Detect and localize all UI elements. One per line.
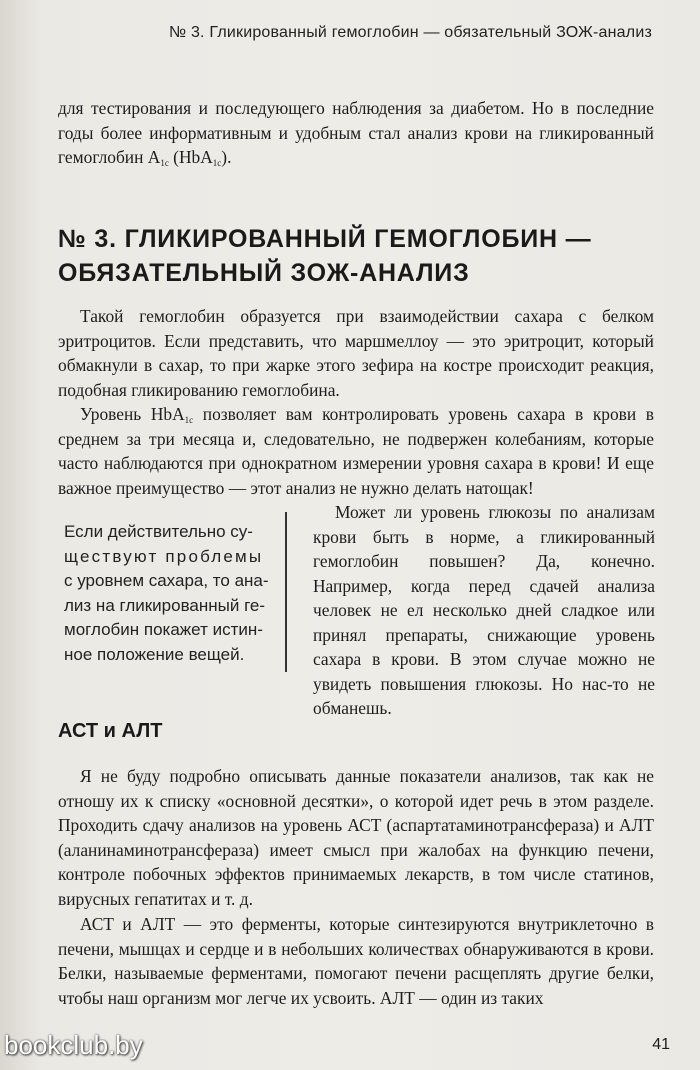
page-number: 41 bbox=[652, 1036, 670, 1053]
hba1c-subscript: 1c bbox=[184, 415, 194, 425]
pull-quote bbox=[64, 520, 286, 667]
hba1c-text-after: позволяет вам контролировать уровень сахара в крови в среднем за три месяца и, следовательно, не подвержен колебаниям, которые часто наблюдаются при однократном измерении уровня сахара в крови! И еще важное преимущество — этот анализ не нужно делать натощак! bbox=[58, 404, 654, 498]
paragraph-glycation: Такой гемоглобин образуется при взаимодействии сахара с белком эритроцитов. Если представить, что маршмеллоу — это эритроцит, который обмакнули в сахар, то при жарке этого зефира на костре происходит реакция, подобная гликированию гемоглобина. bbox=[58, 306, 654, 400]
paragraph-right-column: Может ли уровень глюкозы по анализам крови быть в норме, а гликированный гемоглобин повышен? Да, конечно. Например, когда перед сдачей анализа человек не ел несколько дней сладкое или принял препараты, снижающие уровень сахара в крови. В этом случае можно не увидеть повышения глюкозы. Но нас-то не обманешь. bbox=[313, 502, 655, 718]
pull-quote-divider bbox=[285, 512, 287, 672]
pull-quote-line-6: ное положение вещей. bbox=[64, 644, 245, 664]
intro-text-mid: (HbA bbox=[168, 147, 213, 167]
pull-quote-line-4: лиз на гликированный ге- bbox=[64, 595, 266, 615]
pull-quote-line-2: ществуют проблемы bbox=[64, 546, 264, 566]
intro-subscript-2: 1c bbox=[212, 158, 222, 168]
intro-text-before: для тестирования и последующего наблюдения за диабетом. Но в последние годы более информативным и удобным стал анализ крови на гликированный гемоглобин A bbox=[58, 98, 654, 167]
pull-quote-line-5: моглобин покажет истин- bbox=[64, 620, 263, 639]
section-heading-line-1: № 3. ГЛИКИРОВАННЫЙ ГЕМОГЛОБИН — bbox=[58, 225, 592, 253]
pull-quote-line-3: с уровнем сахара, то ана- bbox=[64, 571, 269, 590]
intro-subscript-1: 1c bbox=[160, 158, 169, 168]
hba1c-text-before: Уровень HbA bbox=[80, 404, 185, 424]
intro-text-after: ). bbox=[221, 147, 232, 167]
subheading-ast-alt: АСТ и АЛТ bbox=[58, 720, 163, 742]
intro-paragraph bbox=[58, 96, 654, 170]
section-heading bbox=[58, 222, 658, 290]
section-heading-line-2: ОБЯЗАТЕЛЬНЫЙ ЗОЖ-АНАЛИЗ bbox=[58, 259, 470, 287]
running-head: № 3. Гликированный гемоглобин — обязательный ЗОЖ-анализ bbox=[168, 24, 652, 41]
paragraph-ast-alt-intro: Я не буду подробно описывать данные показатели анализов, так как не отношу их к списку «основной десятки», о которой идет речь в этом разделе. Проходить сдачу анализов на уровень АСТ (аспартатаминотрансфераза) и АЛТ (аланинаминотрансфераза) имеет смысл при жалобах на функцию печени, контроле побочных эффектов принимаемых лекарств, в том числе статинов, вирусных гепатитах и т. д. bbox=[58, 766, 654, 909]
paragraph-ast-alt-enzymes: АСТ и АЛТ — это ферменты, которые синтезируются внутриклеточно в печени, мышцах и сердце и в небольших количествах обнаруживаются в крови. Белки, называемые ферментами, помогают печени расщеплять другие белки, чтобы наш организм мог легче их усвоить. АЛТ — один из таких bbox=[58, 914, 654, 1008]
paragraph-hba1c bbox=[58, 402, 654, 500]
pull-quote-line-1: Если действительно су- bbox=[64, 522, 253, 541]
watermark-logo: bookclub.by bbox=[4, 1030, 143, 1060]
